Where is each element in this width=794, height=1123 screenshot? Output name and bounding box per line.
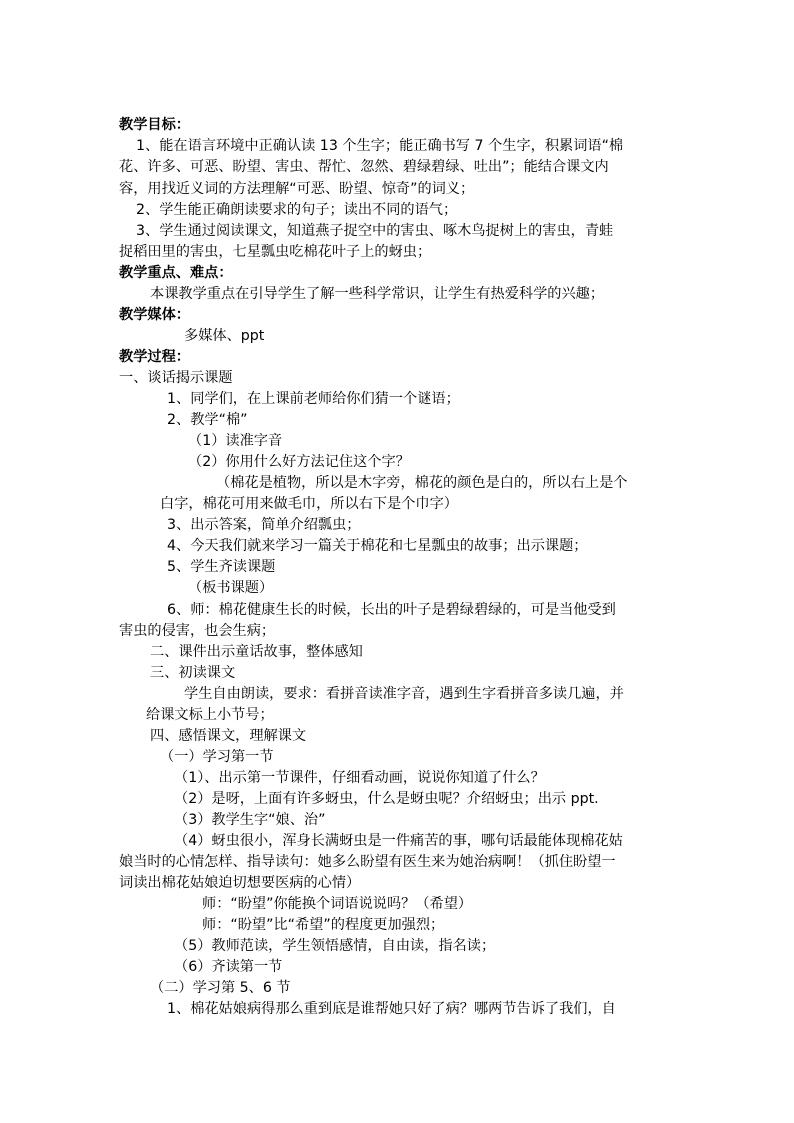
part-1-item-3: （3）教学生字“娘、治”: [174, 812, 326, 828]
goal-1-line-2: 花、许多、可恶、盼望、害虫、帮忙、忽然、碧绿碧绿、吐出”；能结合课文内: [119, 159, 609, 175]
step-6-line-2: 害虫的侵害，也会生病；: [119, 623, 276, 639]
section-3-line-2: 给课文标上小节号；: [146, 707, 274, 723]
section-3-title: 三、初读课文: [150, 665, 236, 681]
step-6-line-1: 6、师：棉花健康生长的时候，长出的叶子是碧绿碧绿的，可是当他受到: [167, 602, 616, 618]
step-2-sub-2: （2）你用什么好方法记住这个字？: [188, 454, 410, 470]
part-2-item-1: 1、棉花姑娘病得那么重到底是谁帮她只好了病？哪两节告诉了我们，自: [167, 1001, 616, 1017]
teacher-line-2: 师：“盼望”比“希望”的程度更加强烈；: [202, 917, 445, 933]
step-2-note-line-2: 白字，棉花可用来做毛巾，所以右下是个巾字）: [160, 496, 458, 512]
part-1-item-5: （5）教师范读，学生领悟感情，自由读，指名读；: [174, 938, 496, 954]
step-2: 2、教学“棉”: [167, 412, 248, 428]
part-1-item-1: （1）、出示第一节课件，仔细看动画，说说你知道了什么？: [174, 770, 545, 786]
step-5: 5、学生齐读课题: [167, 559, 276, 575]
part-1-title: （一）学习第一节: [160, 749, 274, 765]
goal-1-line-1: 1、能在语言环境中正确认读 13 个生字；能正确书写 7 个生字，积累词语“棉: [136, 138, 624, 154]
section-1-title: 一、谈话揭示课题: [119, 370, 233, 386]
step-5-note: （板书课题）: [188, 580, 274, 596]
goal-2: 2、学生能正确朗读要求的句子；读出不同的语气；: [136, 202, 458, 218]
media-text: 多媒体、ppt: [184, 328, 265, 344]
part-1-item-2: （2）是呀，上面有许多蚜虫，什么是蚜虫呢？介绍蚜虫；出示 ppt.: [174, 791, 599, 807]
step-4: 4、今天我们就来学习一篇关于棉花和七星瓢虫的故事；出示课题；: [167, 538, 588, 554]
heading-process: 教学过程：: [119, 349, 190, 365]
section-4-title: 四、感悟课文，理解课文: [150, 728, 307, 744]
heading-teaching-goals: 教学目标：: [119, 117, 190, 133]
heading-key-points: 教学重点、难点：: [119, 265, 233, 281]
step-3: 3、出示答案，简单介绍瓢虫；: [167, 517, 361, 533]
step-1: 1、同学们，在上课前老师给你们猜一个谜语；: [167, 391, 460, 407]
goal-3-line-2: 捉稻田里的害虫，七星瓢虫吃棉花叶子上的蚜虫；: [119, 244, 432, 260]
part-1-item-4-line-1: （4）蚜虫很小，浑身长满蚜虫是一件痛苦的事，哪句话最能体现棉花姑: [174, 833, 623, 849]
part-2-title: （二）学习第 5、6 节: [150, 980, 291, 996]
section-3-line-1: 学生自由朗读，要求：看拼音读准字音，遇到生字看拼音多读几遍，并: [184, 686, 624, 702]
key-points-text: 本课教学重点在引导学生了解一些科学常识，让学生有热爱科学的兴趣；: [150, 286, 605, 302]
part-1-item-4-line-3: 词读出棉花姑娘迫切想要医病的心情）: [119, 875, 361, 891]
step-2-note-line-1: （棉花是植物，所以是木字旁，棉花的颜色是白的，所以右上是个: [216, 475, 628, 491]
section-2-title: 二、课件出示童话故事，整体感知: [150, 644, 363, 660]
step-2-sub-1: （1）读准字音: [188, 433, 283, 449]
heading-media: 教学媒体：: [119, 307, 190, 323]
teacher-line-1: 师：“盼望”你能换个词语说说吗？（希望）: [202, 896, 473, 912]
goal-3-line-1: 3、学生通过阅读课文，知道燕子捉空中的害虫、啄木鸟捉树上的害虫，青蛙: [136, 223, 614, 239]
goal-1-line-3: 容，用找近义词的方法理解“可恶、盼望、惊奇”的词义；: [119, 181, 475, 197]
part-1-item-6: （6）齐读第一节: [174, 959, 283, 975]
part-1-item-4-line-2: 娘当时的心情怎样、指导读句：她多么盼望有医生来为她治病啊！（抓住盼望一: [119, 854, 616, 870]
